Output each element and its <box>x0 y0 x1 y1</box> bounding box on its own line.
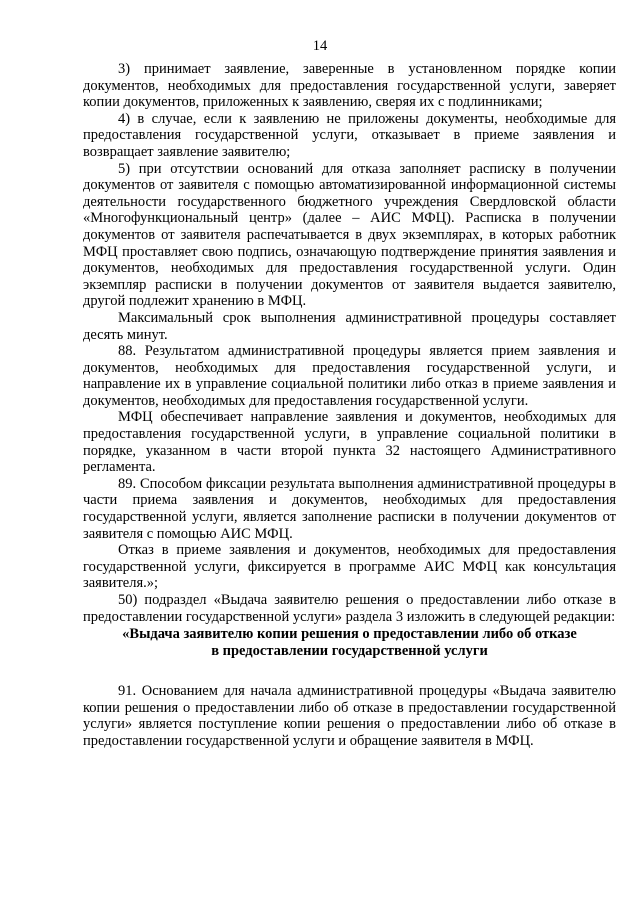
paragraph-item-5: 5) при отсутствии оснований для отказа заполняет расписку в получении документов от заявителя с помощью автоматизированной информационной системы деятельности государственного бюджетного учреждения Свердловской области «Многофункциональный центр» (далее – АИС МФЦ). Расписка в получении документов от заявителя распечатывается в двух экземплярах, в которых работник МФЦ проставляет свою подпись, означающую подтверждение принятия заявления и документов, необходимых для предоставления государственной услуги. Один экземпляр расписки в получении документов от заявителя выдается заявителю, другой подлежит хранению в МФЦ. <box>83 160 616 310</box>
spacer <box>83 660 616 683</box>
paragraph-refusal-record: Отказ в приеме заявления и документов, необходимых для предоставления государственной услуги, фиксируется в программе АИС МФЦ как консультация заявителя.»; <box>83 542 616 592</box>
paragraph-88: 88. Результатом административной процедуры является прием заявления и документов, необходимых для предоставления государственной услуги, и направление их в управление социальной политики либо отказ в приеме заявления и документов, необходимых для предоставления государственной услуги. <box>83 343 616 409</box>
section-heading-line-1: «Выдача заявителю копии решения о предоставлении либо об отказе <box>122 626 577 643</box>
paragraph-item-4: 4) в случае, если к заявлению не приложены документы, необходимые для предоставления государственной услуги, отказывает в приеме заявления и возвращает заявление заявителю; <box>83 110 616 160</box>
paragraph-mfc-forwarding: МФЦ обеспечивает направление заявления и документов, необходимых для предоставления государственной услуги, в управление социальной политики в порядке, указанном в части второй пункта 32 настоящего Административного регламента. <box>83 409 616 476</box>
paragraph-item-3: 3) принимает заявление, заверенные в установленном порядке копии документов, необходимых для предоставления государственной услуги, заверяет копии документов, приложенных к заявлению, сверяя их с подлинниками; <box>83 61 616 111</box>
section-heading <box>83 626 616 660</box>
paragraph-50: 50) подраздел «Выдача заявителю решения о предоставлении либо отказе в предоставлении государственной услуги» раздела 3 изложить в следующей редакции: <box>83 592 616 625</box>
paragraph-max-time: Максимальный срок выполнения административной процедуры составляет десять минут. <box>83 309 616 343</box>
page-number: 14 <box>312 38 328 54</box>
document-body <box>83 61 616 750</box>
paragraph-91: 91. Основанием для начала административной процедуры «Выдача заявителю копии решения о предоставлении либо об отказе в предоставлении государственной услуги» является поступление копии решения о предоставлении либо об отказе в предоставлении государственной услуги и обращение заявителя в МФЦ. <box>83 683 616 749</box>
paragraph-89: 89. Способом фиксации результата выполнения административной процедуры в части приема заявления и документов, необходимых для предоставления государственной услуги, является заполнение расписки в получении документов от заявителя с помощью АИС МФЦ. <box>83 475 616 542</box>
section-heading-line-2: в предоставлении государственной услуги <box>211 643 488 660</box>
